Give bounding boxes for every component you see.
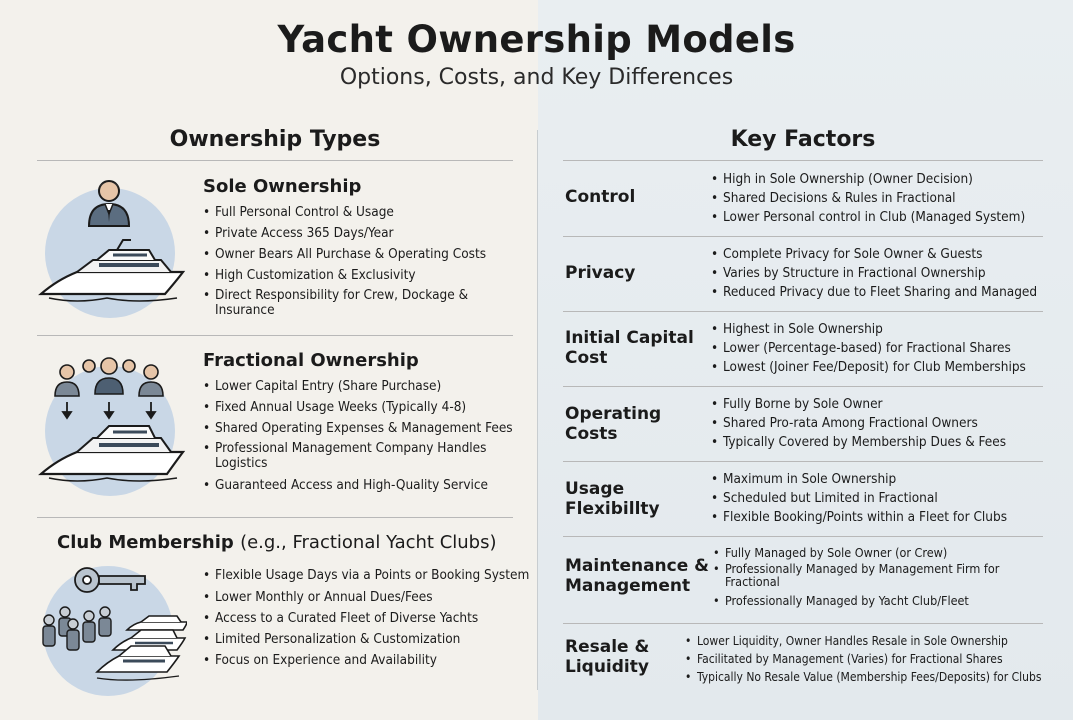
list-item: • Fully Borne by Sole Owner: [711, 395, 1045, 414]
list-item: • Complete Privacy for Sole Owner & Guests: [711, 245, 1045, 264]
factor-resale-liquidity: [563, 627, 1043, 697]
sole-ownership-section: [37, 170, 537, 330]
list-item: • Private Access 365 Days/Year: [203, 225, 523, 242]
factor-bullets: [711, 395, 1045, 452]
factor-bullets: [685, 632, 1057, 686]
list-item: • Scheduled but Limited in Fractional: [711, 489, 1045, 508]
list-item: • Shared Decisions & Rules in Fractional: [711, 189, 1045, 208]
factor-bullets: [711, 245, 1045, 302]
factor-operating-costs: [563, 390, 1043, 460]
section-title-suffix: (e.g., Fractional Yacht Clubs): [240, 532, 497, 553]
list-item: • Lowest (Joiner Fee/Deposit) for Club Memberships: [711, 358, 1045, 377]
list-item: • Access to a Curated Fleet of Diverse Yachts: [203, 610, 533, 627]
club-membership-bullets: [203, 568, 533, 673]
group-with-yacht-icon: [37, 352, 187, 502]
column-divider: [537, 130, 538, 690]
divider: [563, 536, 1043, 537]
factor-bullets: [711, 170, 1045, 227]
key-with-fleet-icon: [37, 562, 187, 702]
list-item: • Shared Operating Expenses & Management Fees: [203, 420, 537, 437]
fractional-ownership-bullets: [203, 378, 537, 498]
section-title: Fractional Ownership: [203, 350, 419, 371]
person-with-yacht-icon: [37, 174, 187, 324]
list-item: • Limited Personalization & Customization: [203, 631, 533, 648]
list-item: • Reduced Privacy due to Fleet Sharing and Managed: [711, 283, 1045, 302]
list-item: • Shared Pro-rata Among Fractional Owners: [711, 414, 1045, 433]
factor-label: Usage Flexibillty: [565, 479, 660, 519]
list-item: • Fixed Annual Usage Weeks (Typically 4-8): [203, 399, 537, 416]
list-item: • Facilitated by Management (Varies) for Fractional Shares: [685, 650, 1057, 668]
divider: [563, 311, 1043, 312]
list-item: • High Customization & Exclusivity: [203, 267, 523, 284]
list-item: • Guaranteed Access and High-Quality Service: [203, 477, 537, 494]
list-item: • Direct Responsibility for Crew, Dockage & Insurance: [203, 288, 523, 318]
factor-label: Initial Capital Cost: [565, 328, 694, 368]
key-factors-heading: Key Factors: [730, 127, 876, 152]
factor-bullets: [711, 320, 1045, 377]
list-item: • Varies by Structure in Fractional Ownership: [711, 264, 1045, 283]
header: [0, 18, 1073, 90]
list-item: • Professionally Managed by Management Firm for Fractional: [713, 562, 1043, 588]
section-title: [57, 532, 497, 553]
page-title: Yacht Ownership Models: [277, 18, 796, 61]
factor-control: [563, 165, 1043, 235]
list-item: • Highest in Sole Ownership: [711, 320, 1045, 339]
factor-label: Operating Costs: [565, 404, 662, 444]
list-item: • Flexible Booking/Points within a Fleet for Clubs: [711, 508, 1045, 527]
divider: [37, 517, 513, 518]
divider: [563, 386, 1043, 387]
list-item: • High in Sole Ownership (Owner Decision): [711, 170, 1045, 189]
factor-bullets: [711, 470, 1045, 527]
factor-bullets: [713, 544, 1043, 610]
list-item: • Full Personal Control & Usage: [203, 204, 523, 221]
divider: [563, 236, 1043, 237]
factor-maintenance-management: [563, 540, 1043, 620]
divider: [563, 461, 1043, 462]
divider: [37, 335, 513, 336]
list-item: • Lower Liquidity, Owner Handles Resale in Sole Ownership: [685, 632, 1057, 650]
factor-label: Privacy: [565, 263, 636, 283]
list-item: • Fully Managed by Sole Owner (or Crew): [713, 544, 1043, 562]
list-item: • Typically No Resale Value (Membership Fees/Deposits) for Clubs: [685, 668, 1057, 686]
club-membership-section: [37, 530, 537, 710]
list-item: • Owner Bears All Purchase & Operating Costs: [203, 246, 523, 263]
list-item: • Focus on Experience and Availability: [203, 652, 533, 669]
list-item: • Lower (Percentage-based) for Fractional Shares: [711, 339, 1045, 358]
divider: [563, 160, 1043, 161]
list-item: • Professionally Managed by Yacht Club/Fleet: [713, 592, 1043, 610]
list-item: • Lower Personal control in Club (Managed System): [711, 208, 1045, 227]
divider: [37, 160, 513, 161]
sole-ownership-bullets: [203, 204, 523, 324]
fractional-ownership-section: [37, 344, 537, 514]
list-item: • Maximum in Sole Ownership: [711, 470, 1045, 489]
ownership-types-heading: Ownership Types: [169, 127, 381, 152]
factor-label: Resale & Liquidity: [565, 637, 650, 677]
section-title: Sole Ownership: [203, 176, 362, 197]
list-item: • Typically Covered by Membership Dues & Fees: [711, 433, 1045, 452]
factor-initial-capital-cost: [563, 315, 1043, 385]
factor-label: Control: [565, 187, 636, 207]
factor-usage-flexibility: [563, 465, 1043, 535]
list-item: • Flexible Usage Days via a Points or Booking System: [203, 568, 533, 583]
factor-privacy: [563, 240, 1043, 310]
list-item: • Lower Monthly or Annual Dues/Fees: [203, 589, 533, 606]
section-title-main: Club Membership: [57, 532, 234, 553]
divider: [563, 623, 1043, 624]
list-item: • Lower Capital Entry (Share Purchase): [203, 378, 537, 395]
page-subtitle: Options, Costs, and Key Differences: [339, 65, 734, 90]
factor-label: Maintenance & Management: [565, 556, 710, 596]
list-item: • Professional Management Company Handles Logistics: [203, 441, 537, 471]
